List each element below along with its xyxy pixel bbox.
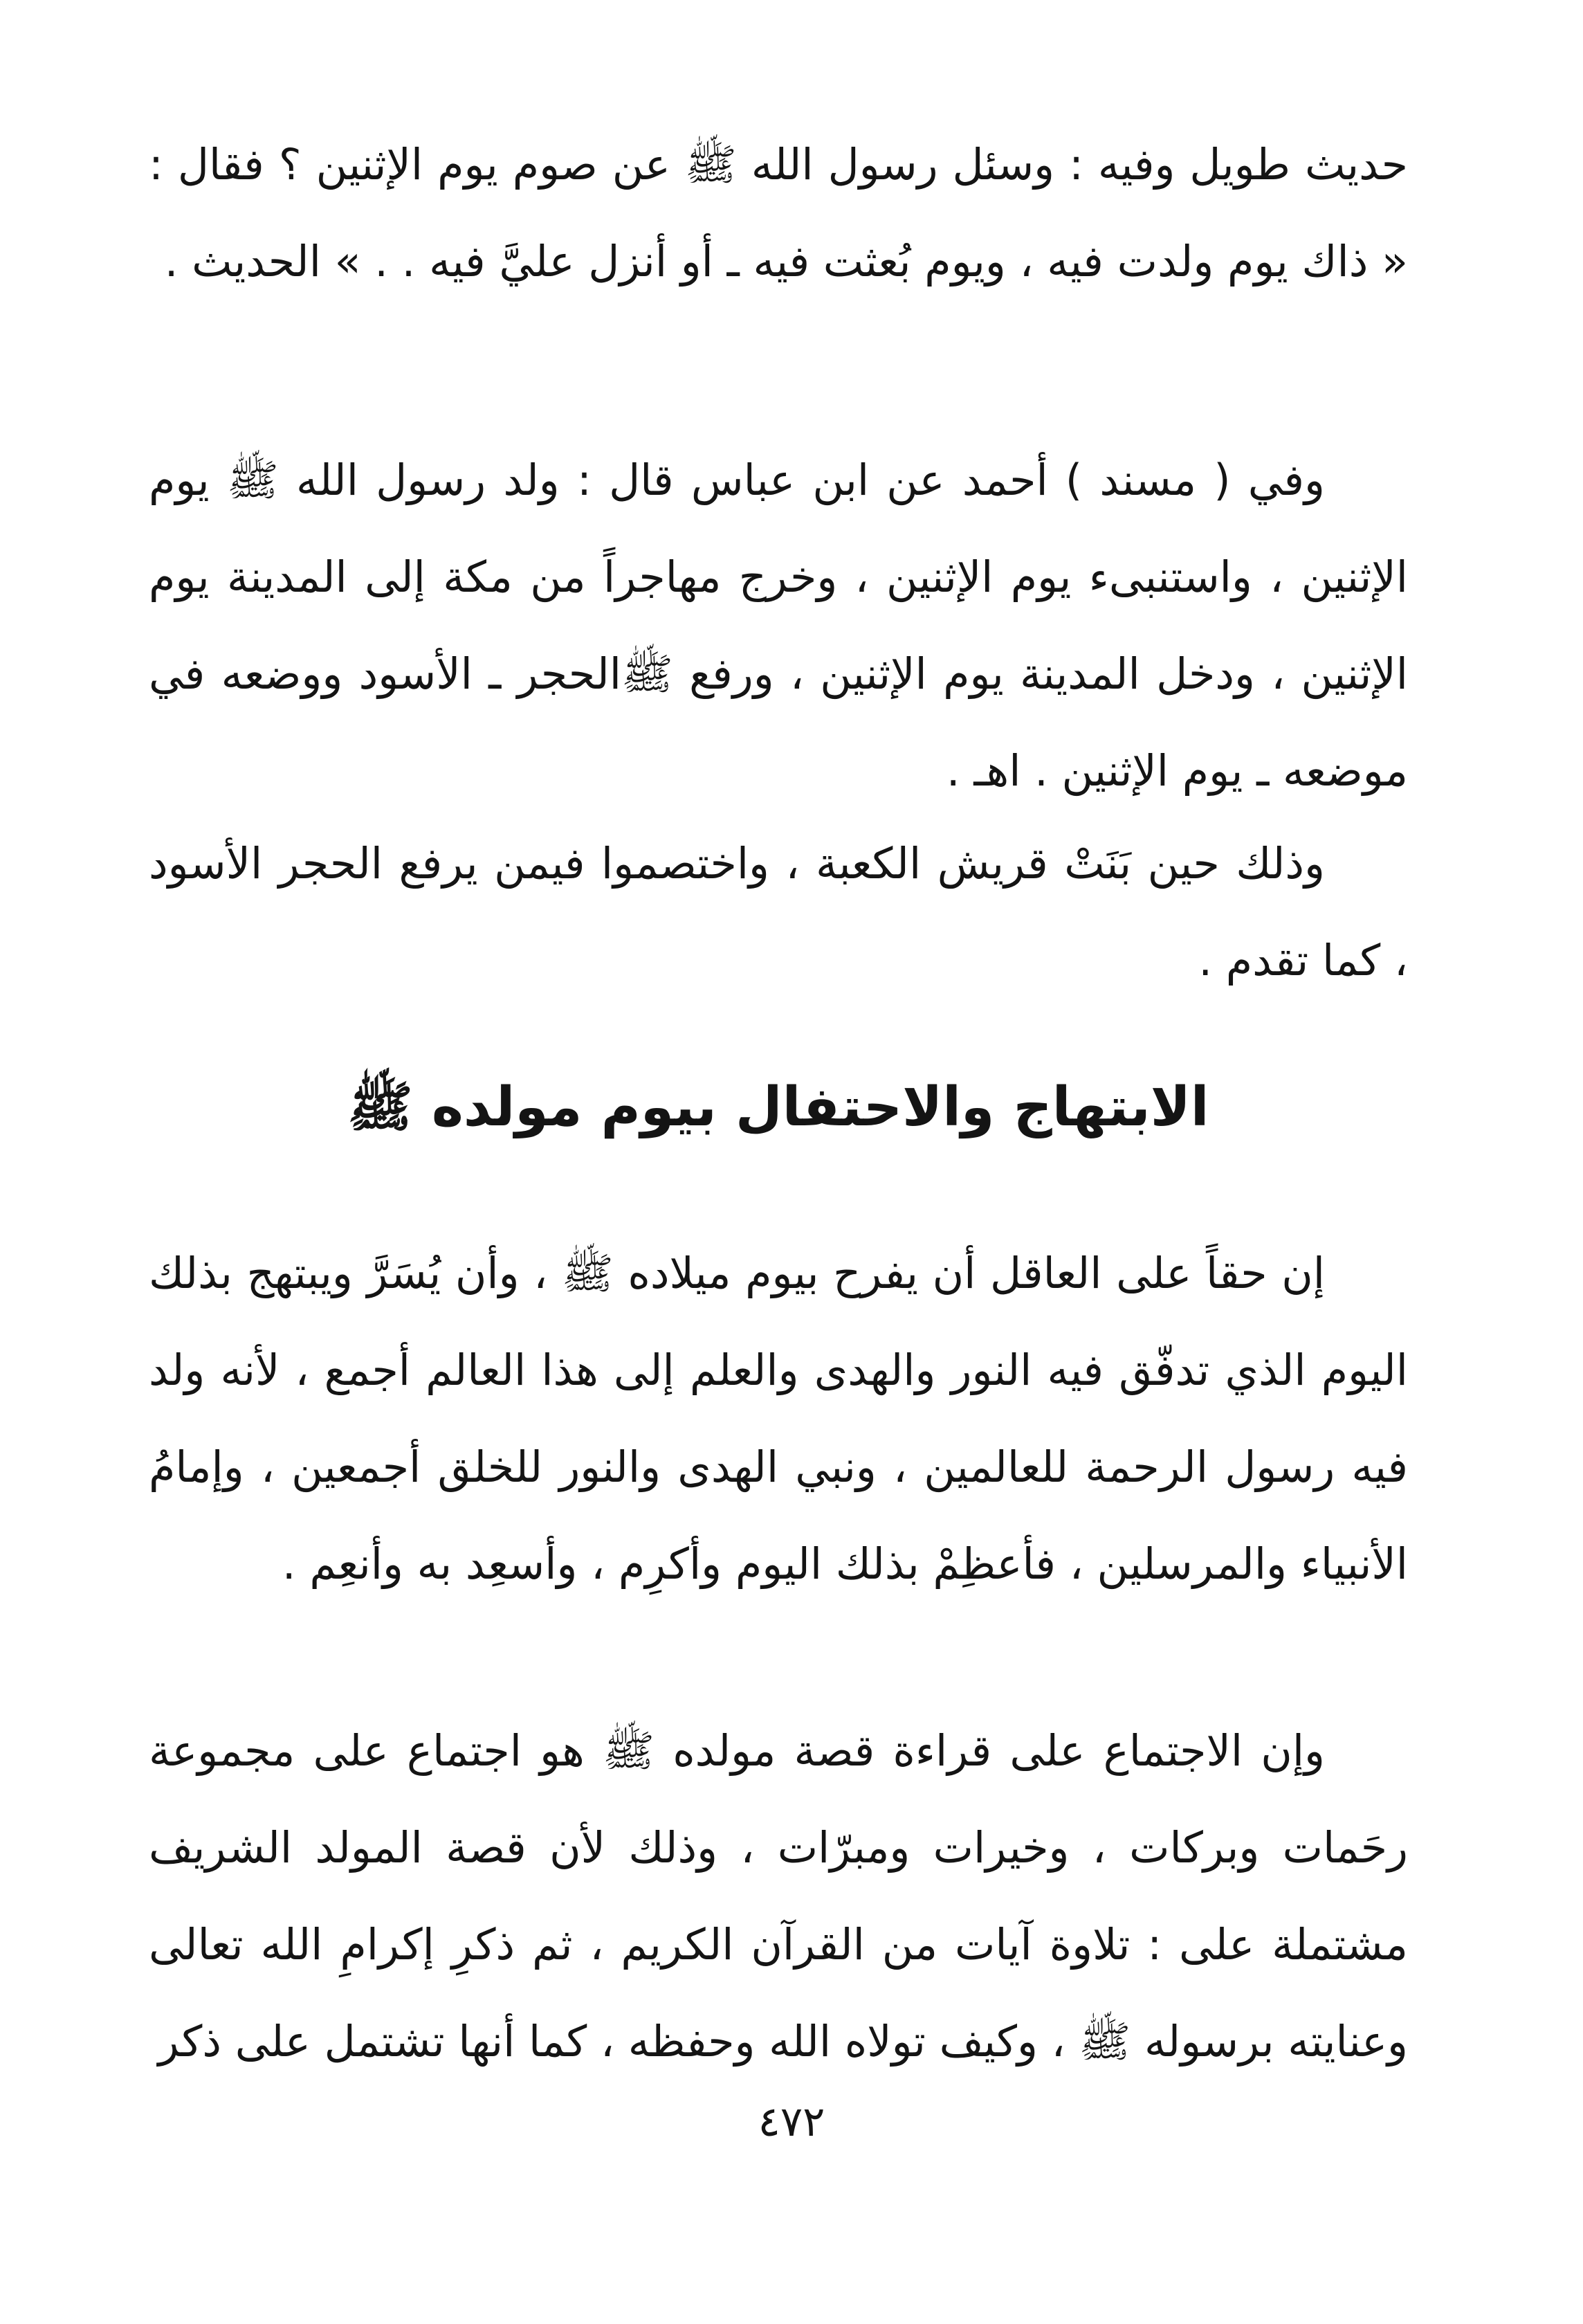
paragraph-text: وفي ( مسند ) أحمد عن ابن عباس قال : ولد رسول الله ﷺ يوم الإثنين ، واستنبىء يوم الإثنين ، وخرج مهاجراً من مكة إلى المدينة يوم الإثنين ، ودخل المدينة يوم الإثنين ، ورفع ﷺالحجر ـ الأسود ووضعه في موضعه ـ يوم الإثنين . اهـ . xyxy=(149,455,1408,796)
paragraph-celebration xyxy=(149,1225,1408,1613)
page-number: ٤٧٢ xyxy=(758,2098,825,2146)
paragraph-musnad-ahmad xyxy=(149,432,1408,819)
paragraph-hadith-monday xyxy=(149,116,1408,310)
paragraph-text: وإن الاجتماع على قراءة قصة مولده ﷺ هو اجتماع على مجموعة رحَمات وبركات ، وخيرات ومبرّات ، وذلك لأن قصة المولد الشريف مشتملة على : تلاوة آيات من القرآن الكريم ، ثم ذكرِ إكرامِ الله تعالى وعنايته برسوله ﷺ ، وكيف تولاه الله وحفظه ، كما أنها تشتمل على ذكر xyxy=(149,1725,1408,2067)
paragraph-text: إن حقاً على العاقل أن يفرح بيوم ميلاده ﷺ ، وأن يُسَرَّ ويبتهج بذلك اليوم الذي تدفّق فيه النور والهدى والعلم إلى هذا العالم أجمع ، لأنه ولد فيه رسول الرحمة للعالمين ، ونبي الهدى والنور للخلق أجمعين ، وإمامُ الأنبياء والمرسلين ، فأعظِمْ بذلك اليوم وأكرِم ، وأسعِد به وأنعِم . xyxy=(149,1248,1408,1589)
paragraph-text: وذلك حين بَنَتْ قريش الكعبة ، واختصموا فيمن يرفع الحجر الأسود ، كما تقدم . xyxy=(149,838,1408,986)
paragraph-kaaba-building xyxy=(149,815,1408,1009)
paragraph-text: حديث طويل وفيه : وسئل رسول الله ﷺ عن صوم يوم الإثنين ؟ فقال : « ذاك يوم ولدت فيه ، ويوم بُعثت فيه ـ أو أنزل عليَّ فيه . . » الحديث . xyxy=(149,139,1408,287)
section-heading: الابتهاج والاحتفال بيوم مولده ﷺ xyxy=(347,1076,1209,1138)
paragraph-gathering xyxy=(149,1703,1408,2090)
